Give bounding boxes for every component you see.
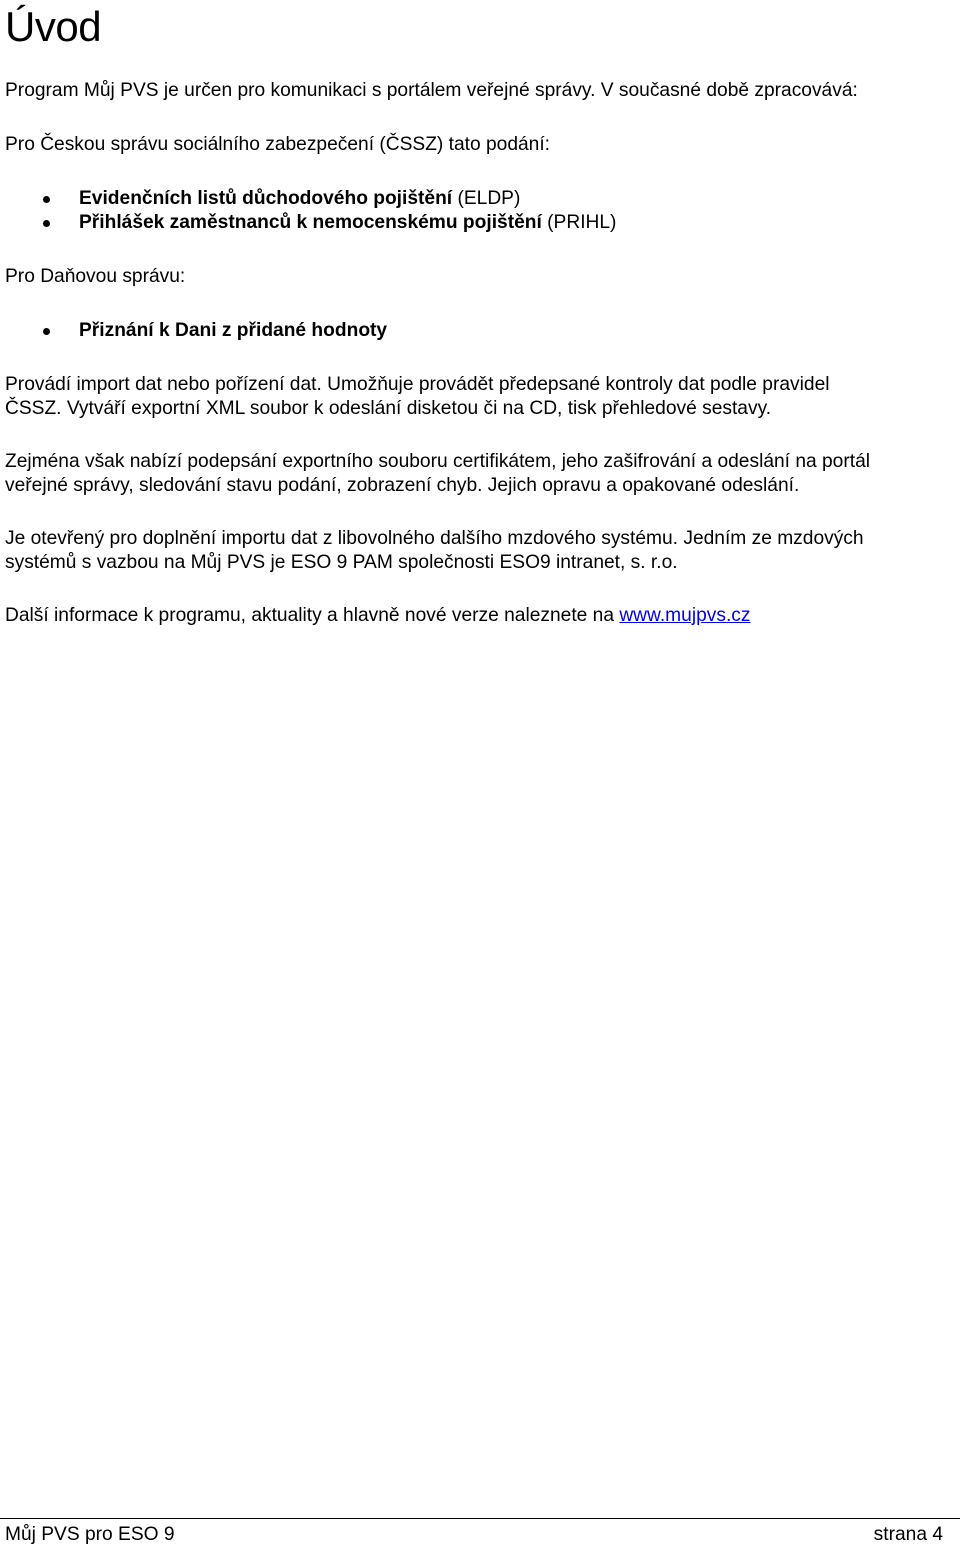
signing-line-1: Zejména však nabízí podepsání exportního souboru certifikátem, jeho zašifrování a odeslání na portál (5, 451, 871, 472)
list-item (5, 187, 616, 211)
more-info-paragraph (5, 604, 750, 628)
footer-divider (0, 1518, 960, 1519)
list-item-bold: Evidenčních listů důchodového pojištění (79, 188, 453, 209)
intro-paragraph: Program Můj PVS je určen pro komunikaci s portálem veřejné správy. V současné době zpracovává: (5, 80, 858, 101)
import-line-1: Provádí import dat nebo pořízení dat. Umožňuje provádět předepsané kontroly dat podle pravidel (5, 374, 830, 395)
signing-line-2: veřejné správy, sledování stavu podání, zobrazení chyb. Jejich opravu a opakované odeslání. (5, 474, 800, 496)
footer-title: Můj PVS pro ESO 9 (5, 1524, 175, 1545)
import-line-2: ČSSZ. Vytváří exportní XML soubor k odeslání disketou či na CD, tisk přehledové sestavy. (5, 397, 772, 419)
open-line-1: Je otevřený pro doplnění importu dat z libovolného dalšího mzdového systému. Jedním ze mzdových (5, 528, 864, 549)
page-number: strana 4 (873, 1524, 943, 1545)
bullet-icon (43, 328, 50, 335)
cssz-heading: Pro Českou správu sociálního zabezpečení (ČSSZ) tato podání: (5, 134, 551, 155)
list-item (5, 319, 387, 343)
page-title: Úvod (5, 3, 102, 50)
bullet-icon (43, 220, 50, 227)
list-item-rest: (PRIHL) (541, 211, 617, 233)
list-item (5, 211, 616, 235)
tax-list (5, 319, 387, 343)
list-item-bold: Přihlášek zaměstnanců k nemocenskému pojištění (79, 211, 542, 233)
website-link[interactable]: www.mujpvs.cz (619, 605, 751, 626)
cssz-list (5, 187, 616, 234)
list-item-rest: (ELDP) (452, 188, 521, 209)
tax-heading: Pro Daňovou správu: (5, 266, 186, 287)
list-item-bold: Přiznání k Dani z přidané hodnoty (79, 320, 388, 341)
import-paragraph (5, 373, 830, 420)
open-line-2: systémů s vazbou na Můj PVS je ESO 9 PAM společnosti ESO9 intranet, s. r.o. (5, 551, 678, 573)
more-info-text: Další informace k programu, aktuality a hlavně nové verze naleznete na (5, 605, 620, 626)
signing-paragraph (5, 450, 870, 497)
open-paragraph (5, 527, 864, 574)
bullet-icon (43, 196, 50, 203)
